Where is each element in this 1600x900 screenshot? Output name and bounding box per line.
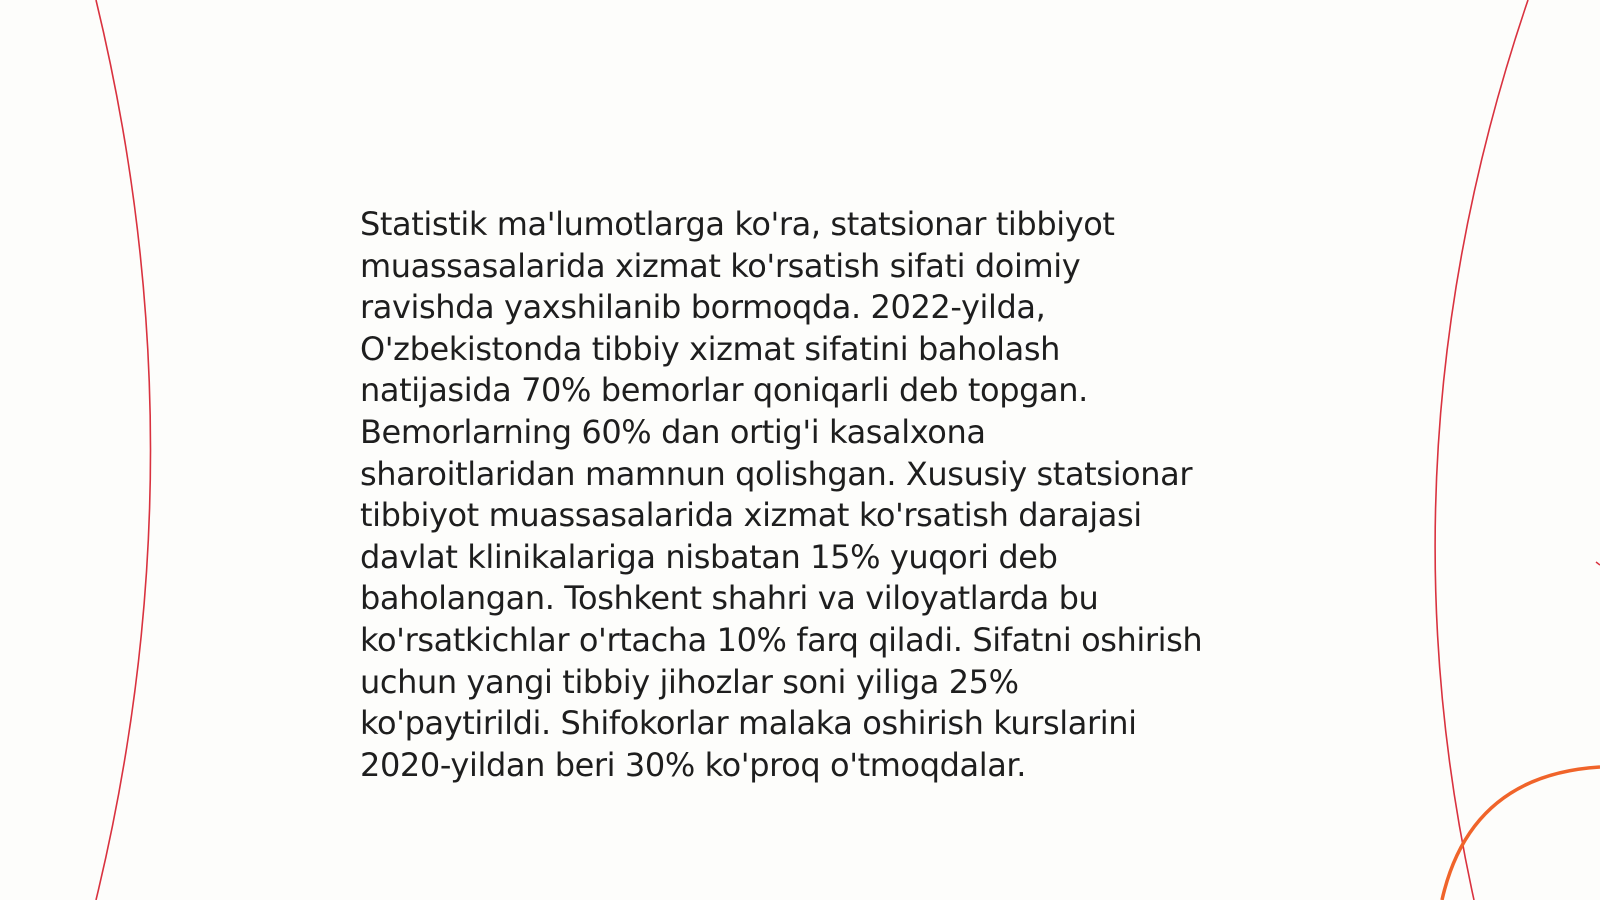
right-edge-tick: [1596, 562, 1600, 565]
paragraph-line: 2020-yildan beri 30% ko'proq o'tmoqdalar.: [360, 745, 1027, 784]
paragraph-line: sharoitlaridan mamnun qolishgan. Xususiy statsionar: [360, 454, 1193, 493]
body-paragraph: [360, 204, 1240, 786]
left-arc: [96, 0, 151, 900]
paragraph-line: ravishda yaxshilanib bormoqda. 2022-yilda,: [360, 288, 1046, 327]
right-arc: [1435, 0, 1528, 900]
paragraph-line: ko'paytirildi. Shifokorlar malaka oshirish kurslarini: [360, 704, 1137, 743]
paragraph-line: ko'rsatkichlar o'rtacha 10% farq qiladi. Sifatni oshirish: [360, 620, 1203, 659]
paragraph-line: natijasida 70% bemorlar qoniqarli deb topgan.: [360, 371, 1088, 410]
orange-circle-arc: [1442, 767, 1600, 900]
paragraph-line: baholangan. Toshkent shahri va viloyatlarda bu: [360, 579, 1099, 618]
paragraph-line: muassasalarida xizmat ko'rsatish sifati doimiy: [360, 246, 1081, 285]
paragraph-line: tibbiyot muassasalarida xizmat ko'rsatish darajasi: [360, 496, 1142, 535]
paragraph-line: O'zbekistonda tibbiy xizmat sifatini baholash: [360, 329, 1061, 368]
paragraph-line: davlat klinikalariga nisbatan 15% yuqori deb: [360, 537, 1058, 576]
paragraph-line: uchun yangi tibbiy jihozlar soni yiliga 25%: [360, 662, 1019, 701]
paragraph-line: Bemorlarning 60% dan ortig'i kasalxona: [360, 412, 986, 451]
paragraph-line: Statistik ma'lumotlarga ko'ra, statsionar tibbiyot: [360, 205, 1115, 243]
